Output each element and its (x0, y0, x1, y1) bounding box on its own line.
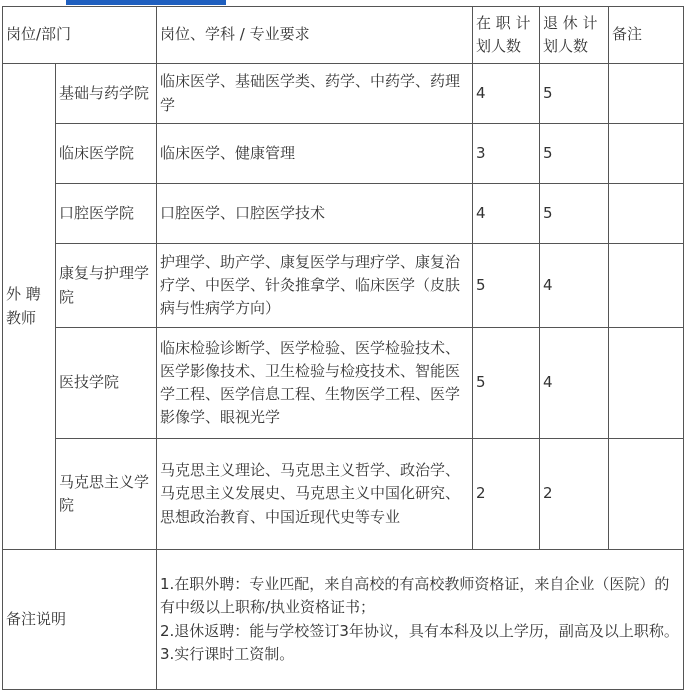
header-requirements: 岗位、学科 / 专业要求 (157, 7, 473, 64)
requirements-cell: 临床医学、基础医学类、药学、中药学、药理学 (157, 64, 473, 124)
active-count-cell: 3 (473, 124, 540, 184)
requirements-cell: 口腔医学、口腔医学技术 (157, 184, 473, 244)
requirements-cell: 马克思主义理论、马克思主义哲学、政治学、马克思主义发展史、马克思主义中国化研究、思想政治教育、中国近现代史等专业 (157, 439, 473, 550)
remarks-cell (609, 64, 684, 124)
table-row (3, 64, 684, 124)
table-row (3, 244, 684, 328)
note-item: 2.退休返聘：能与学校签订3年协议，具有本科及以上学历，副高及以上职称。 (160, 621, 679, 640)
requirements-cell: 临床检验诊断学、医学检验、医学检验技术、医学影像技术、卫生检验与检疫技术、智能医学工程、医学信息工程、生物医学工程、医学影像学、眼视光学 (157, 328, 473, 439)
remarks-cell (609, 124, 684, 184)
active-count-cell: 2 (473, 439, 540, 550)
dept-cell: 马克思主义学院 (56, 439, 157, 550)
dept-cell: 医技学院 (56, 328, 157, 439)
remarks-cell (609, 184, 684, 244)
table-row (3, 328, 684, 439)
active-count-cell: 4 (473, 64, 540, 124)
active-count-cell: 5 (473, 244, 540, 328)
top-accent-strip (66, 0, 226, 5)
remarks-cell (609, 328, 684, 439)
remarks-cell (609, 439, 684, 550)
group-label: 外 聘教师 (3, 64, 56, 550)
dept-cell: 口腔医学院 (56, 184, 157, 244)
note-item: 1.在职外聘：专业匹配，来自高校的有高校教师资格证，来自企业（医院）的有中级以上职称/执业资格证书； (160, 575, 670, 617)
active-count-cell: 4 (473, 184, 540, 244)
retired-count-cell: 2 (540, 439, 609, 550)
retired-count-cell: 4 (540, 328, 609, 439)
header-dept: 岗位/部门 (3, 7, 157, 64)
retired-count-cell: 4 (540, 244, 609, 328)
header-remarks: 备注 (609, 7, 684, 64)
retired-count-cell: 5 (540, 64, 609, 124)
remarks-cell (609, 244, 684, 328)
notes-row (3, 550, 684, 690)
dept-cell: 康复与护理学院 (56, 244, 157, 328)
retired-count-cell: 5 (540, 184, 609, 244)
requirements-cell: 护理学、助产学、康复医学与理疗学、康复治疗学、中医学、针灸推拿学、临床医学（皮肤病与性病学方向） (157, 244, 473, 328)
recruitment-table (2, 6, 684, 690)
dept-cell: 基础与药学院 (56, 64, 157, 124)
dept-cell: 临床医学院 (56, 124, 157, 184)
notes-content (157, 550, 684, 690)
active-count-cell: 5 (473, 328, 540, 439)
requirements-cell: 临床医学、健康管理 (157, 124, 473, 184)
note-item: 3.实行课时工资制。 (160, 644, 295, 663)
notes-label: 备注说明 (3, 550, 157, 690)
table-row (3, 124, 684, 184)
table-row (3, 439, 684, 550)
retired-count-cell: 5 (540, 124, 609, 184)
header-active-count: 在 职 计划人数 (473, 7, 540, 64)
table-row (3, 184, 684, 244)
header-row (3, 7, 684, 64)
header-retired-count: 退 休 计划人数 (540, 7, 609, 64)
